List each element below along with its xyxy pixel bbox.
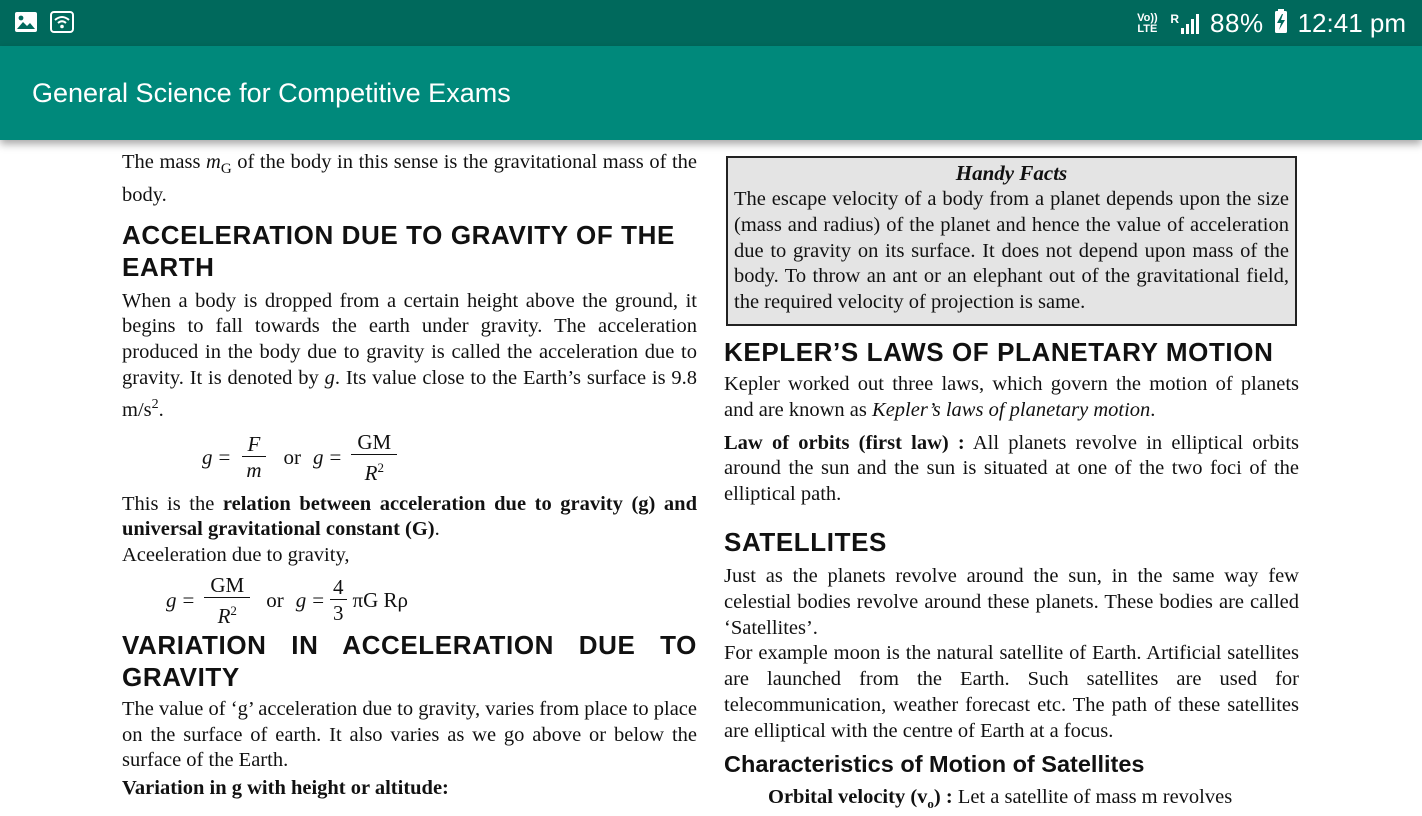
kepler-paragraph: Kepler worked out three laws, which govern the motion of planets and are known as Kepler’s laws of planetary motion. (724, 373, 1299, 421)
fraction-4-3: $\frac{4}{3}$ (330, 575, 347, 626)
fraction-gm-r2: $\frac{GM}{R^2}$ (351, 430, 397, 486)
left-column (122, 150, 697, 802)
handy-facts-text: The escape velocity of a body from a planet depends upon the size (mass and radius) of the planet and hence the value of acceleration due to gravity on its surface. It does not depend upon mass of the body. To throw an ant or an elephant out of the gravitational field, the required velocity of projection is same. (734, 188, 1289, 314)
right-column (724, 336, 1299, 816)
handy-facts-box (726, 156, 1297, 326)
heading-acceleration: ACCELERATION DUE TO GRAVITY OF THE EARTH (122, 219, 675, 282)
mass-paragraph: The mass $m_G$ of the body in this sense is the gravitational mass of the body. (122, 151, 698, 206)
variation-paragraph: The value of ‘g’ acceleration due to gravity, varies from place to place on the surface of earth. It also varies as we go above or below the surface of the Earth. (122, 697, 697, 772)
formula-g-f-over-m: g = $\frac{F}{m}$ or g = $\frac{GM}{R^2}$ (202, 430, 697, 486)
acceleration-line: Aceeleration due to gravity, (122, 544, 350, 567)
law-of-orbits-paragraph: Law of orbits (first law) : All planets revolve in elliptical orbits around the sun and the sun is situated at one of the two foci of the elliptical path. (724, 431, 1299, 506)
volte-indicator: Vo)) LTE (1137, 11, 1158, 35)
satellites-paragraph-2: For example moon is the natural satellite of Earth. Artificial satellites are launched from the Earth. Such satellites are used for telecommunication, weather forecast etc. The path of these satellites are elliptical with the centre of Earth at a focus. (724, 642, 1299, 742)
status-bar-left (14, 11, 74, 38)
variation-subheading: Variation in g with height or altitude: (122, 777, 449, 800)
signal-icon (1170, 12, 1200, 36)
heading-characteristics: Characteristics of Motion of Satellites (724, 750, 1145, 777)
formula-g-density: g = $\frac{GM}{R^2}$ or g = $\frac{4}{3}$ πG Rρ (166, 572, 409, 628)
fraction-f-m: $\frac{F}{m}$ (240, 432, 267, 483)
relation-paragraph: This is the relation between acceleration due to gravity (g) and universal gravitational constant (G). (122, 492, 697, 541)
satellites-paragraph-1: Just as the planets revolve around the sun, in the same way few celestial bodies revolve around these planets. These bodies are called ‘Satellites’. (724, 564, 1299, 639)
heading-variation: VARIATION IN ACCELERATION DUE TO GRAVITY (122, 629, 697, 692)
image-icon (14, 11, 38, 38)
handy-facts-title: Handy Facts (955, 161, 1068, 185)
status-bar (0, 0, 1422, 46)
app-bar (0, 46, 1422, 140)
battery-charging-icon (1274, 8, 1288, 39)
battery-percent: 88% (1210, 8, 1264, 38)
status-bar-right (1134, 8, 1406, 39)
app-title: General Science for Competitive Exams (32, 78, 511, 108)
roaming-label: R (1170, 11, 1180, 26)
heading-kepler: KEPLER’S LAWS OF PLANETARY MOTION (724, 337, 1274, 367)
clock: 12:41 pm (1297, 8, 1406, 38)
acceleration-paragraph: When a body is dropped from a certain height above the ground, it begins to fall towards the earth under gravity. The acceleration produced in the body due to gravity is called the acceleration due to gravity. It is denoted by g. Its value close to the Earth’s surface is 9.8 $m/s^2$. (122, 289, 697, 421)
orbital-velocity-paragraph: Orbital velocity $(v_o)$ : Let a satellite of mass m revolves (768, 785, 1233, 811)
fraction-gm-r2-second: $\frac{GM}{R^2}$ (204, 573, 250, 629)
wifi-icon (50, 11, 74, 38)
heading-satellites: SATELLITES (724, 526, 887, 557)
